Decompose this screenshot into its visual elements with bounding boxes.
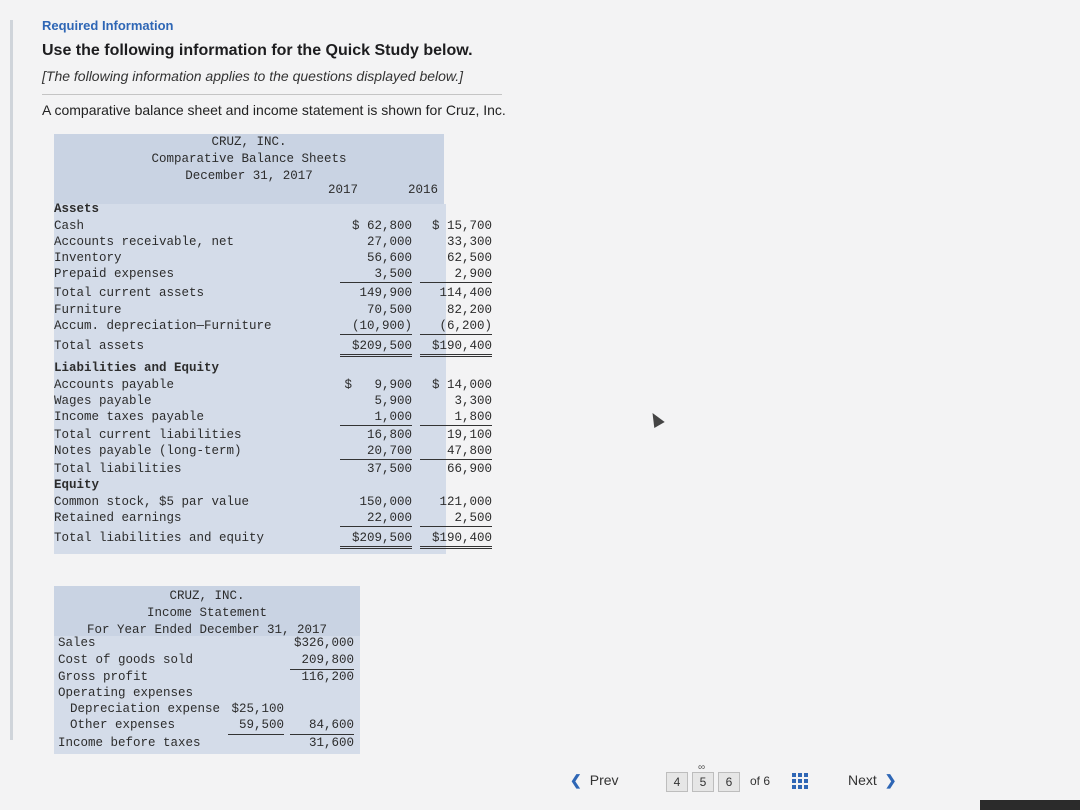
- table-row: Accounts receivable, net 27,000 33,300: [54, 235, 492, 249]
- list-item: Gross profit 116,200: [58, 670, 354, 684]
- next-button[interactable]: Next ❯: [848, 772, 897, 788]
- page-button-6[interactable]: 6: [718, 772, 740, 792]
- table-row: Prepaid expenses 3,500 2,900: [54, 267, 492, 281]
- page-button-5[interactable]: 5: [692, 772, 714, 792]
- bs-name: Comparative Balance Sheets: [151, 152, 347, 166]
- link-icon: ∞: [698, 762, 706, 773]
- chevron-left-icon: ❮: [570, 772, 582, 788]
- table-row: Accounts payable $ 9,900 $ 14,000: [54, 378, 492, 392]
- bs-company: CRUZ, INC.: [211, 135, 287, 149]
- table-row: Total assets $209,500 $190,400: [54, 338, 446, 354]
- bottom-edge-bar: [980, 800, 1080, 810]
- assets-heading: Assets: [54, 202, 100, 216]
- is-name: Income Statement: [146, 606, 268, 620]
- col-2017: 2017: [327, 183, 358, 197]
- income-statement-title: [54, 588, 360, 639]
- intro-text: Use the following information for the Quick Study below.: [42, 42, 473, 59]
- divider: [42, 94, 502, 95]
- page-count: of 6: [750, 774, 771, 788]
- balance-sheet-title: [54, 134, 444, 185]
- page-button-4[interactable]: 4: [666, 772, 688, 792]
- pagination: [560, 762, 920, 796]
- table-row: Wages payable 5,900 3,300: [54, 394, 492, 408]
- table-row: Total current assets 149,900 114,400: [54, 286, 492, 300]
- note-text: [The following information applies to the questions displayed below.]: [42, 68, 464, 84]
- left-rule: [10, 20, 13, 740]
- table-row: Common stock, $5 par value 150,000 121,000: [54, 495, 492, 509]
- list-item: Operating expenses: [58, 686, 194, 700]
- table-row: Total current liabilities 16,800 19,100: [54, 428, 492, 442]
- list-item: Other expenses 59,500 84,600: [58, 717, 358, 734]
- equity-heading: Equity: [54, 478, 100, 492]
- table-row: Total liabilities 37,500 66,900: [54, 462, 492, 476]
- table-row: Inventory 56,600 62,500: [54, 251, 492, 265]
- is-company: CRUZ, INC.: [169, 589, 245, 603]
- table-row: Total liabilities and equity $209,500 $190,400: [54, 530, 446, 546]
- required-information-label: Required Information: [42, 18, 174, 33]
- table-row: Furniture 70,500 82,200: [54, 303, 492, 317]
- table-row: Income taxes payable 1,000 1,800: [54, 410, 492, 424]
- col-2016: 2016: [407, 183, 438, 197]
- list-item: Sales $326,000: [58, 636, 354, 650]
- table-row: Retained earnings 22,000 2,500: [54, 511, 492, 525]
- list-item: Depreciation expense $25,100: [70, 702, 284, 716]
- table-row: Notes payable (long-term) 20,700 47,800: [54, 444, 492, 458]
- prev-button[interactable]: ❮ Prev: [570, 772, 619, 788]
- liabilities-heading: Liabilities and Equity: [54, 361, 220, 375]
- table-row: Cash $ 62,800 $ 15,700: [54, 219, 492, 233]
- list-item: Cost of goods sold 209,800: [58, 652, 358, 669]
- mouse-cursor-icon: [647, 410, 664, 428]
- description-text: A comparative balance sheet and income statement is shown for Cruz, Inc.: [42, 102, 506, 118]
- chevron-right-icon: ❯: [884, 772, 897, 788]
- is-period: For Year Ended December 31, 2017: [86, 623, 328, 637]
- list-item: Income before taxes 31,600: [58, 736, 354, 750]
- table-row: Accum. depreciation—Furniture (10,900) (6,200): [54, 319, 492, 333]
- bs-date: December 31, 2017: [185, 169, 313, 183]
- grid-icon[interactable]: [792, 773, 808, 789]
